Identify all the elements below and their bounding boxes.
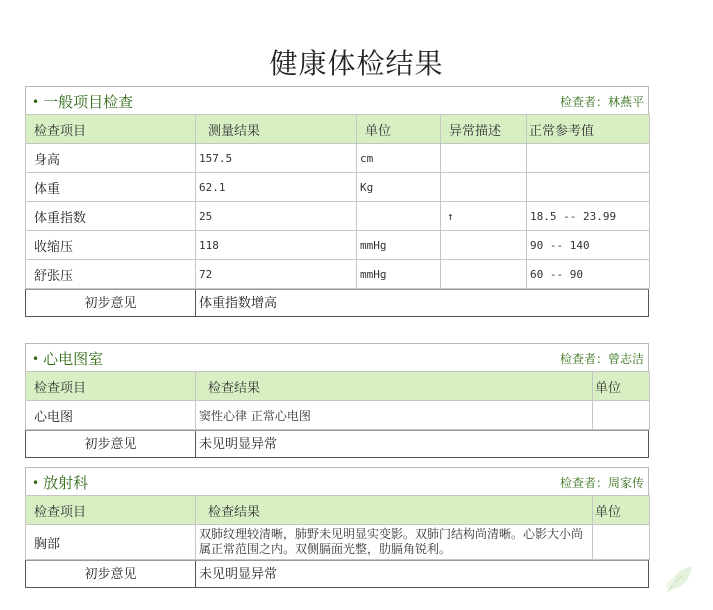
opinion-label: 初步意见 xyxy=(26,290,196,316)
exam-result: 双肺纹理较清晰，肺野未见明显实变影。双肺门结构尚清晰。心影大小尚属正常范围之内。双侧膈面光整，肋膈角锐利。 xyxy=(196,525,593,560)
abnormal-desc xyxy=(441,144,527,173)
column-header: 异常描述 xyxy=(441,115,527,144)
reference-range xyxy=(527,144,650,173)
column-header: 单位 xyxy=(593,372,650,401)
reference-range xyxy=(527,173,650,202)
unit: mmHg xyxy=(357,260,441,289)
section-ecg xyxy=(25,343,649,458)
item-name: 体重指数 xyxy=(26,202,196,231)
section-title: 一般项目检查 xyxy=(43,93,134,111)
results-table xyxy=(25,371,650,430)
results-table xyxy=(25,495,650,560)
abnormal-desc xyxy=(441,260,527,289)
examiner-label: 检查者：林燕平 xyxy=(559,95,644,109)
unit: cm xyxy=(357,144,441,173)
reference-range: 60 -- 90 xyxy=(527,260,650,289)
item-name: 心电图 xyxy=(26,401,196,430)
measure-result: 118 xyxy=(196,231,357,260)
table-row xyxy=(26,202,650,231)
measure-result: 62.1 xyxy=(196,173,357,202)
column-header: 检查项目 xyxy=(26,372,196,401)
column-header: 检查结果 xyxy=(196,372,593,401)
leaf-logo-icon xyxy=(664,562,696,594)
exam-result: 窦性心律 正常心电图 xyxy=(196,401,593,430)
abnormal-desc xyxy=(441,231,527,260)
opinion-label: 初步意见 xyxy=(26,561,196,587)
opinion-value: 未见明显异常 xyxy=(199,567,278,582)
unit xyxy=(357,202,441,231)
examiner-label: 检查者：周家传 xyxy=(559,476,644,490)
measure-result: 157.5 xyxy=(196,144,357,173)
table-row xyxy=(26,231,650,260)
page-title: 健康体检结果 xyxy=(269,47,444,80)
measure-result: 25 xyxy=(196,202,357,231)
unit xyxy=(593,525,650,560)
unit: mmHg xyxy=(357,231,441,260)
results-table xyxy=(25,114,650,289)
reference-range: 90 -- 140 xyxy=(527,231,650,260)
item-name: 身高 xyxy=(26,144,196,173)
table-header-row xyxy=(26,372,650,401)
opinion-value: 未见明显异常 xyxy=(199,437,278,452)
column-header: 检查项目 xyxy=(26,496,196,525)
measure-result: 72 xyxy=(196,260,357,289)
preliminary-opinion-row xyxy=(25,430,649,458)
section-header xyxy=(25,86,649,114)
preliminary-opinion-row xyxy=(25,560,649,588)
item-name: 舒张压 xyxy=(26,260,196,289)
bullet-icon: • xyxy=(32,352,40,366)
section-radiology xyxy=(25,467,649,588)
section-general-exam xyxy=(25,86,649,317)
abnormal-desc: ↑ xyxy=(441,202,527,231)
table-row xyxy=(26,144,650,173)
table-row xyxy=(26,525,650,560)
column-header: 正常参考值 xyxy=(527,115,650,144)
table-row xyxy=(26,401,650,430)
section-header xyxy=(25,467,649,495)
bullet-icon: • xyxy=(32,95,40,109)
column-header: 测量结果 xyxy=(196,115,357,144)
table-header-row xyxy=(26,496,650,525)
unit xyxy=(593,401,650,430)
preliminary-opinion-row xyxy=(25,289,649,317)
section-title: 心电图室 xyxy=(43,350,104,368)
section-title: 放射科 xyxy=(43,474,89,492)
section-header xyxy=(25,343,649,371)
item-name: 胸部 xyxy=(26,525,196,560)
table-row xyxy=(26,173,650,202)
table-header-row xyxy=(26,115,650,144)
opinion-label: 初步意见 xyxy=(26,431,196,457)
examiner-label: 检查者：曾志洁 xyxy=(559,352,644,366)
table-row xyxy=(26,260,650,289)
column-header: 检查结果 xyxy=(196,496,593,525)
column-header: 检查项目 xyxy=(26,115,196,144)
item-name: 收缩压 xyxy=(26,231,196,260)
reference-range: 18.5 -- 23.99 xyxy=(527,202,650,231)
column-header: 单位 xyxy=(357,115,441,144)
unit: Kg xyxy=(357,173,441,202)
column-header: 单位 xyxy=(593,496,650,525)
item-name: 体重 xyxy=(26,173,196,202)
bullet-icon: • xyxy=(32,476,40,490)
abnormal-desc xyxy=(441,173,527,202)
opinion-value: 体重指数增高 xyxy=(199,296,278,311)
